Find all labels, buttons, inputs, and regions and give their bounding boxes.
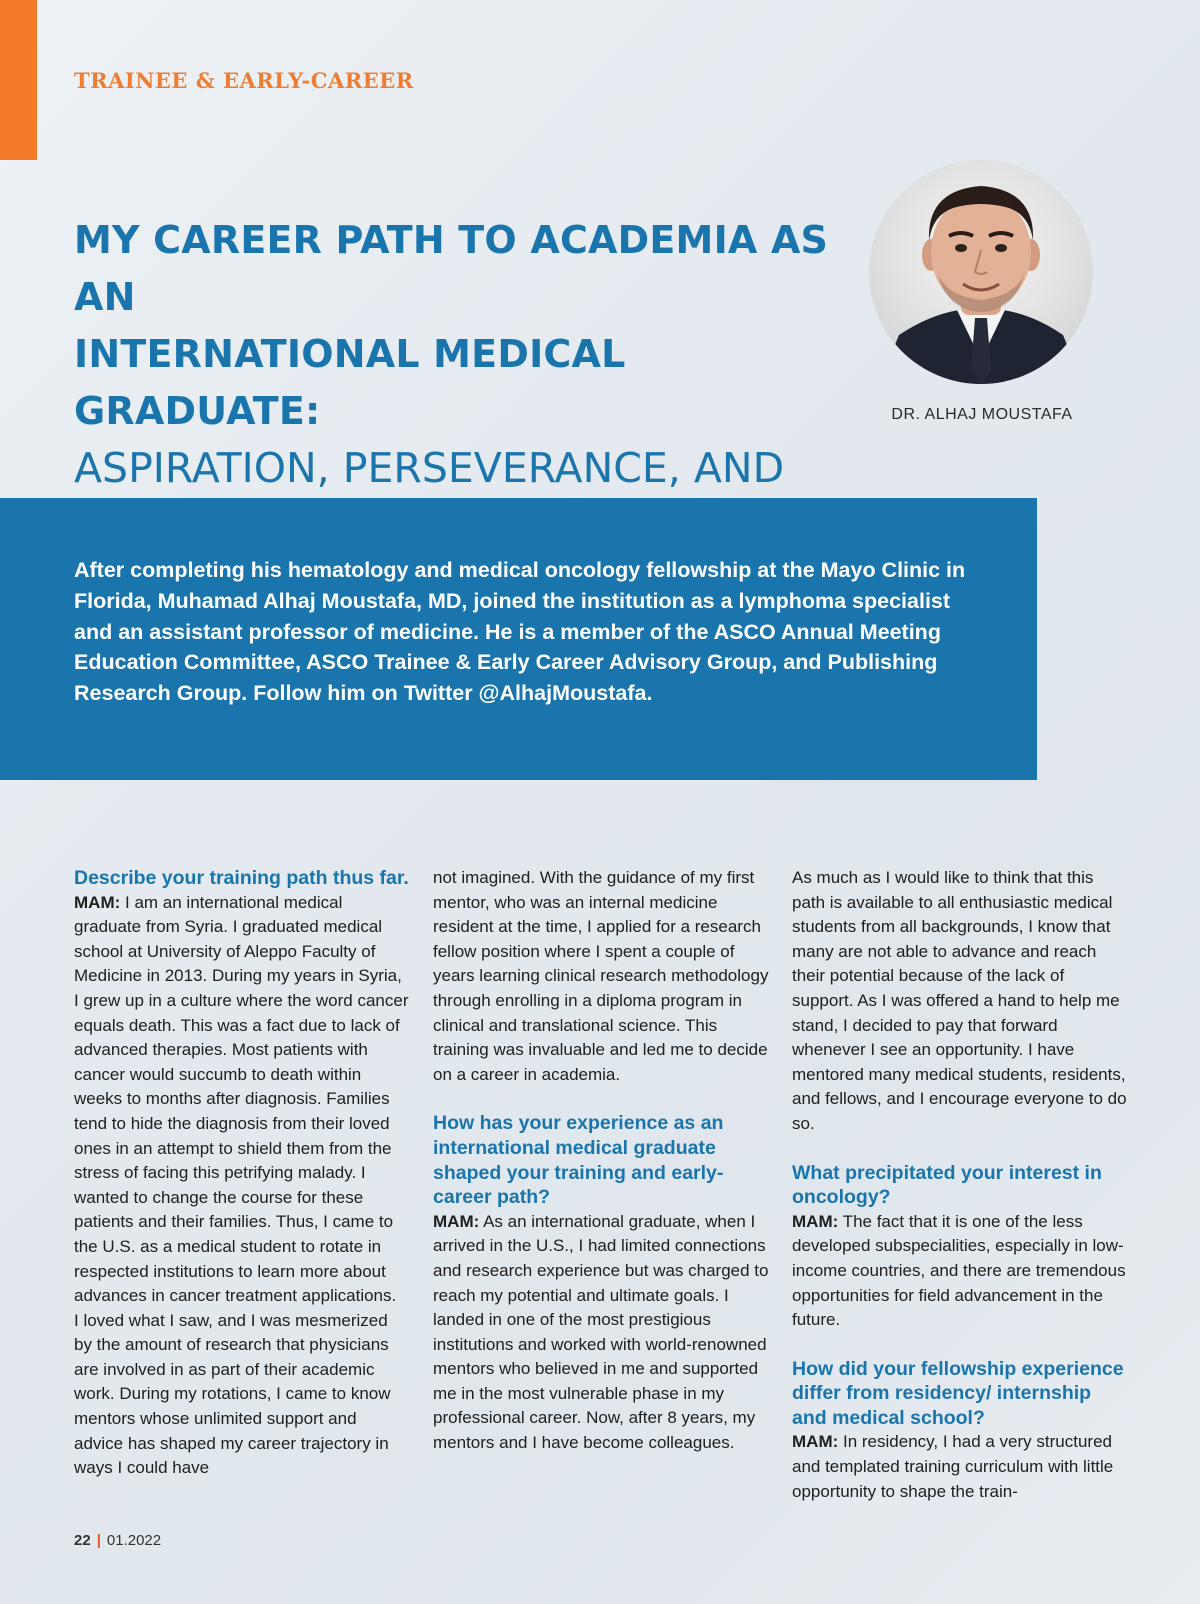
body-paragraph: I loved what I saw, and I was mesmerized by the amount of research that physicians are involved in as part of their academic work. During my rotations, I came to know mentors whose unlimited support and advice has shaped my career trajectory in ways I could have — [74, 1310, 391, 1478]
column-3 — [792, 866, 1128, 1504]
speaker-label: MAM: — [792, 1432, 839, 1452]
answer-text: The fact that it is one of the less developed subspecialities, especially in low-income countries, and there are tremendous opportunities for field advancement in the future. — [792, 1211, 1126, 1330]
body-paragraph: not imagined. With the guidance of my first mentor, who was an internal medicine resident at the time, I applied for a research fellow position where I spent a couple of years learning clinical research methodology through enrolling in a diploma program in clinical and translational science. This training was invaluable and led me to decide on a career in academia. — [433, 868, 769, 1084]
question-fellowship-experience: How did your fellowship experience differ from residency/ internship and medical school? — [792, 1357, 1124, 1429]
speaker-label: MAM: — [74, 892, 121, 912]
answer-paragraph — [74, 891, 410, 1309]
subtitle-line-1: ASPIRATION, PERSEVERANCE, AND — [74, 444, 785, 492]
answer-text: In residency, I had a very structured and templated training curriculum with little opportunity to shape the train- — [792, 1432, 1114, 1501]
issue-date: 01.2022 — [106, 1532, 162, 1549]
orange-tab-marker — [0, 0, 37, 160]
portrait-illustration — [869, 160, 1093, 384]
body-paragraph: As much as I would like to think that this path is available to all enthusiastic medical students from all backgrounds, I know that many are not able to advance and reach their potential because of the lack of support. As I was offered a hand to help me stand, I decided to pay that forward whenever I see an opportunity. I have mentored many medical students, residents, and fellows, and I encourage everyone to do so. — [792, 868, 1127, 1133]
page-number: 22 — [74, 1532, 91, 1549]
column-2 — [433, 866, 769, 1456]
question-oncology-interest: What precipitated your interest in oncology? — [792, 1161, 1102, 1209]
intro-text: After completing his hematology and medical oncology fellowship at the Mayo Clinic in Florida, Muhamad Alhaj Moustafa, MD, joined the institution as a lymphoma specialist and an assistant professor of medicine. He is a member of the ASCO Annual Meeting Education Committee, ASCO Trainee & Early Career Advisory Group, and Publishing Research Group. Follow him on Twitter @AlhajMoustafa. — [74, 558, 966, 706]
answer-paragraph — [792, 1210, 1128, 1333]
author-portrait — [869, 160, 1093, 384]
question-img-experience: How has your experience as an international medical graduate shaped your training and early-career path? — [433, 1112, 724, 1209]
answer-paragraph — [792, 1430, 1128, 1504]
title-line-2: INTERNATIONAL MEDICAL GRADUATE: — [74, 332, 626, 433]
speaker-label: MAM: — [433, 1211, 480, 1231]
page-footer — [74, 1532, 161, 1549]
title-line-1: MY CAREER PATH TO ACADEMIA AS AN — [74, 218, 829, 319]
answer-text: As an international graduate, when I arrived in the U.S., I had limited connections and research experience but was charged to reach my potential and ultimate goals. I landed in one of the most prestigious institutions and worked with world-renowned mentors who believed in me and supported me in the most vulnerable phase in my professional career. Now, after 8 years, my mentors and I have become colleagues. — [433, 1211, 769, 1453]
column-1 — [74, 866, 410, 1481]
answer-paragraph — [433, 1210, 769, 1456]
footer-separator: | — [96, 1532, 101, 1549]
question-training-path: Describe your training path thus far. — [74, 867, 409, 889]
answer-text: I am an international medical graduate from Syria. I graduated medical school at University of Aleppo Faculty of Medicine in 2013. During my years in Syria, I grew up in a culture where the word cancer equals death. This was a fact due to lack of advanced therapies. Most patients with cancer would succumb to death within weeks to months after diagnosis. Families tend to hide the diagnosis from their loved ones in an attempt to shield them from the stress of facing this petrifying malady. I wanted to change the course for these patients and their families. Thus, I came to the U.S. as a medical student to rotate in respected institutions to learn more about advances in cancer treatment applications. — [74, 892, 409, 1306]
portrait-caption: DR. ALHAJ MOUSTAFA — [891, 406, 1073, 423]
speaker-label: MAM: — [792, 1211, 839, 1231]
section-tag: TRAINEE & EARLY-CAREER — [74, 68, 414, 93]
